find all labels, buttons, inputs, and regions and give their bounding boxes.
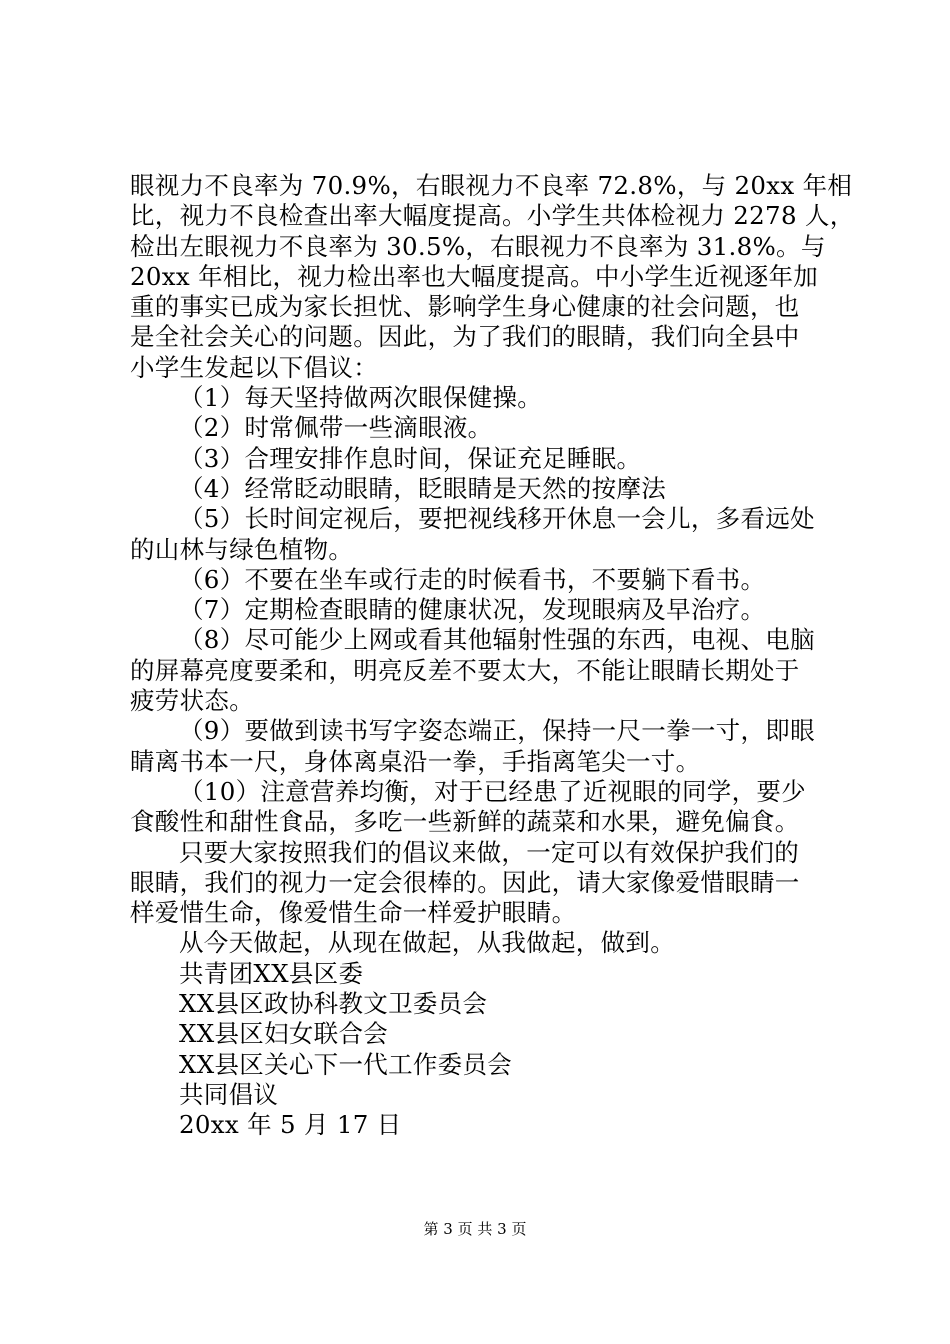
text-line: 小学生发起以下倡议： [130,352,378,382]
text-line: （5）长时间定视后，要把视线移开休息一会儿，多看远处 [179,504,815,534]
text-line: 眼视力不良率为 70.9%，右眼视力不良率 72.8%，与 20xx 年相 [130,171,853,200]
text-line: 样爱惜生命，像爱惜生命一样爱护眼睛。 [130,898,577,928]
text-line: 从今天做起，从现在做起，从我做起，做到。 [179,928,675,958]
text-line: XX县区关心下一代工作委员会 [179,1049,513,1079]
text-line: （10）注意营养均衡，对于已经患了近视眼的同学，要少 [179,776,806,806]
text-line: 的山林与绿色植物。 [130,534,354,564]
text-line: 20xx 年相比，视力检出率也大幅度提高。中小学生近视逐年加 [130,261,819,291]
text-line: （1）每天坚持做两次眼保健操。 [179,383,543,413]
text-line: （9）要做到读书写字姿态端正，保持一尺一拳一寸，即眼 [179,716,815,746]
text-line: XX县区妇女联合会 [179,1019,389,1049]
text-line: 20xx 年 5 月 17 日 [179,1110,402,1140]
text-line: 共青团XX县区委 [179,958,364,988]
text-line: （4）经常眨动眼睛，眨眼睛是天然的按摩法 [179,473,667,503]
text-line: （2）时常佩带一些滴眼液。 [179,413,493,443]
document-body [130,171,855,1141]
text-line: 比，视力不良检查出率大幅度提高。小学生共体检视力 2278 人， [130,201,855,231]
text-line: 眼睛，我们的视力一定会很棒的。因此，请大家像爱惜眼睛一 [130,867,800,897]
text-line: 疲劳状态。 [130,686,254,716]
text-line: 的屏幕亮度要柔和，明亮反差不要太大，不能让眼睛长期处于 [130,655,800,685]
text-line: 是全社会关心的问题。因此，为了我们的眼睛，我们向全县中 [130,322,800,352]
text-line: 食酸性和甜性食品，多吃一些新鲜的蔬菜和水果，避免偏食。 [130,807,800,837]
text-line: 检出左眼视力不良率为 30.5%，右眼视力不良率为 31.8%。与 [130,231,826,261]
text-line: 睛离书本一尺，身体离桌沿一拳，手指离笔尖一寸。 [130,746,701,776]
text-line: （3）合理安排作息时间，保证充足睡眠。 [179,443,642,473]
text-line: XX县区政协科教文卫委员会 [179,989,488,1019]
text-line: 重的事实已成为家长担忧、影响学生身心健康的社会问题，也 [130,292,800,322]
page-number: 第 3 页 共 3 页 [423,1220,527,1238]
text-line: 只要大家按照我们的倡议来做，一定可以有效保护我们的 [179,837,799,867]
text-line: （7）定期检查眼睛的健康状况，发现眼病及早治疗。 [179,595,766,625]
page-footer [0,1219,950,1239]
text-line: （6）不要在坐车或行走的时候看书，不要躺下看书。 [179,564,766,594]
text-line: （8）尽可能少上网或看其他辐射性强的东西，电视、电脑 [179,625,815,655]
text-line: 共同倡议 [179,1079,279,1109]
